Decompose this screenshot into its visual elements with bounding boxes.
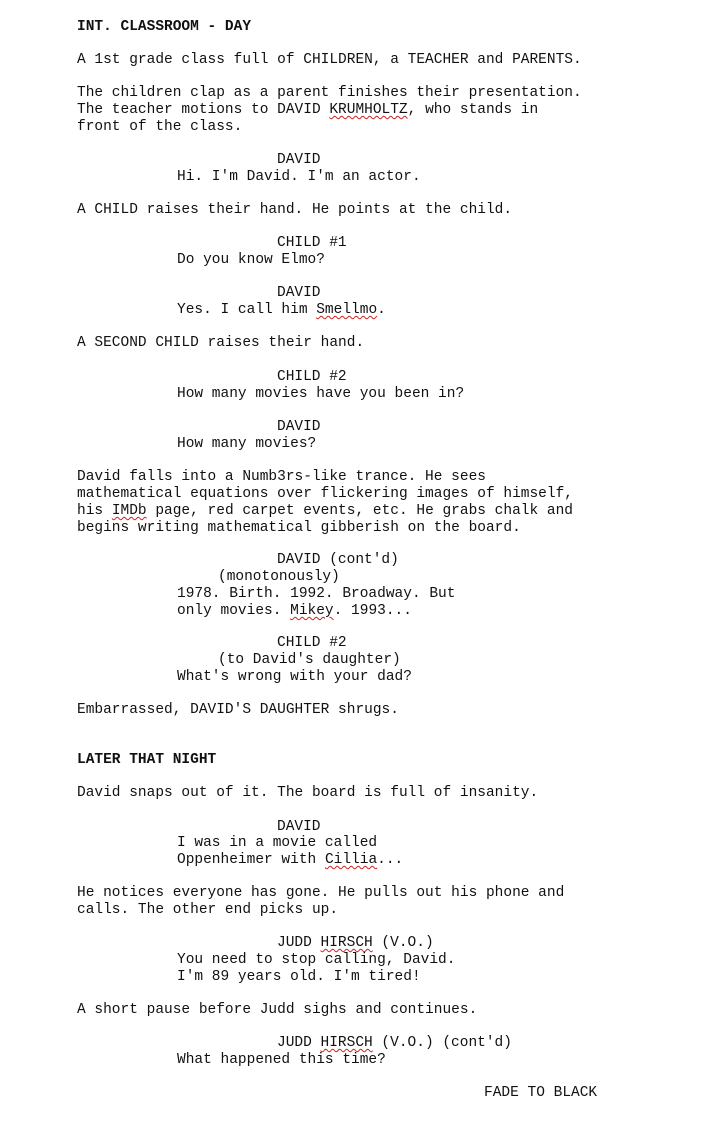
text-segment: his (77, 503, 112, 519)
dialogue-line: What happened this time? (177, 1052, 386, 1068)
action-line: calls. The other end picks up. (77, 902, 339, 918)
dialogue-line: How many movies? (177, 436, 317, 452)
parenthetical: (monotonously) (218, 569, 340, 585)
spellcheck-flagged-word[interactable]: Mikey (290, 603, 334, 619)
dialogue-line: Do you know Elmo? (177, 252, 325, 268)
dialogue-line (177, 852, 403, 869)
spellcheck-flagged-word[interactable]: IMDb (111, 503, 147, 519)
spellcheck-flagged-word[interactable]: Cillia (324, 852, 378, 868)
action-line: David falls into a Numb3rs-like trance. He sees (77, 469, 486, 485)
text-segment: only movies. (177, 603, 291, 619)
text-segment: page, red carpet events, etc. He grabs chalk and (146, 503, 573, 519)
text-segment: ... (377, 852, 404, 868)
action-line: The children clap as a parent finishes their presentation. (77, 85, 582, 101)
text-segment: The teacher motions to DAVID (77, 102, 330, 118)
scene-heading: INT. CLASSROOM - DAY (77, 19, 252, 35)
character-name: CHILD #2 (277, 369, 347, 385)
text-segment: (V.O.) (cont'd) (372, 1035, 512, 1051)
action-line (77, 503, 573, 520)
character-name: DAVID (cont'd) (277, 552, 399, 568)
spellcheck-flagged-word[interactable]: HIRSCH (320, 1035, 373, 1051)
dialogue-line (177, 603, 412, 620)
text-segment: Oppenheimer with (177, 852, 325, 868)
action-line (77, 102, 538, 119)
action-line: A 1st grade class full of CHILDREN, a TEACHER and PARENTS. (77, 52, 582, 68)
transition: FADE TO BLACK (484, 1085, 598, 1101)
dialogue-line: Hi. I'm David. I'm an actor. (177, 169, 421, 185)
text-segment: (V.O.) (372, 935, 434, 951)
dialogue-line: I'm 89 years old. I'm tired! (177, 969, 421, 985)
action-line: A SECOND CHILD raises their hand. (77, 335, 365, 351)
character-name (277, 935, 434, 952)
action-line: Embarrassed, DAVID'S DAUGHTER shrugs. (77, 702, 399, 718)
action-line: David snaps out of it. The board is full of insanity. (77, 785, 539, 801)
character-name: DAVID (277, 819, 321, 835)
parenthetical: (to David's daughter) (218, 652, 401, 668)
action-line: A short pause before Judd sighs and continues. (77, 1002, 478, 1018)
character-name: CHILD #1 (277, 235, 347, 251)
spellcheck-flagged-word[interactable]: Smellmo (316, 302, 378, 318)
character-name (277, 1035, 512, 1052)
text-segment: JUDD (277, 935, 321, 951)
scene-heading: LATER THAT NIGHT (77, 752, 217, 768)
action-line: He notices everyone has gone. He pulls out his phone and (77, 885, 565, 901)
text-segment: , who stands in (407, 102, 539, 118)
dialogue-line (177, 302, 386, 319)
action-line: mathematical equations over flickering images of himself, (77, 486, 573, 502)
character-name: DAVID (277, 285, 321, 301)
text-segment: Yes. I call him (177, 302, 317, 318)
dialogue-line: What's wrong with your dad? (177, 669, 412, 685)
character-name: DAVID (277, 152, 321, 168)
spellcheck-flagged-word[interactable]: HIRSCH (320, 935, 373, 951)
dialogue-line: How many movies have you been in? (177, 386, 465, 402)
character-name: DAVID (277, 419, 321, 435)
dialogue-line: I was in a movie called (177, 835, 378, 851)
text-segment: . (377, 302, 386, 318)
text-segment: . 1993... (333, 603, 412, 619)
spellcheck-flagged-word[interactable]: KRUMHOLTZ (329, 102, 408, 118)
action-line: begins writing mathematical gibberish on the board. (77, 520, 521, 536)
dialogue-line: You need to stop calling, David. (177, 952, 456, 968)
character-name: CHILD #2 (277, 635, 347, 651)
text-segment: JUDD (277, 1035, 321, 1051)
dialogue-line: 1978. Birth. 1992. Broadway. But (177, 586, 456, 602)
action-line: front of the class. (77, 119, 243, 135)
action-line: A CHILD raises their hand. He points at the child. (77, 202, 513, 218)
